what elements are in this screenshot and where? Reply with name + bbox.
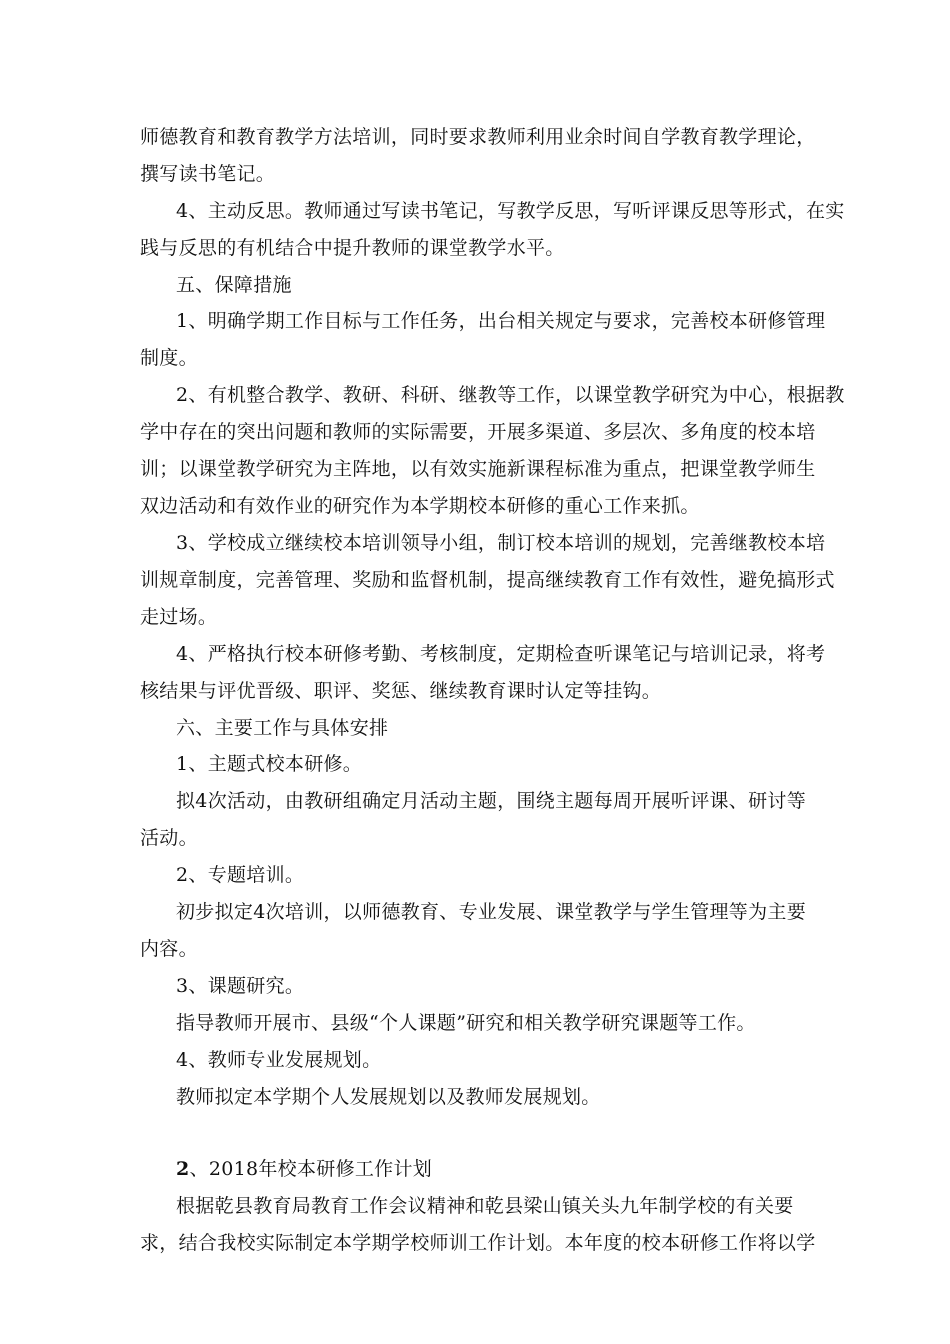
document-title <box>176 1157 432 1181</box>
paragraph-line: 双边活动和有效作业的研究作为本学期校本研修的重心工作来抓。 <box>140 495 700 517</box>
paragraph-line: 学中存在的突出问题和教师的实际需要，开展多渠道、多层次、多角度的校本培 <box>140 421 816 443</box>
paragraph-line: 走过场。 <box>140 606 218 628</box>
paragraph-line: 教师拟定本学期个人发展规划以及教师发展规划。 <box>176 1086 601 1108</box>
paragraph-line: 指导教师开展市、县级“个人课题”研究和相关教学研究课题等工作。 <box>176 1012 756 1034</box>
section-heading: 五、保障措施 <box>176 274 292 296</box>
paragraph-line: 撰写读书笔记。 <box>140 163 276 185</box>
paragraph-line: 师德教育和教育教学方法培训，同时要求教师利用业余时间自学教育教学理论， <box>140 126 816 148</box>
paragraph-line: 4、主动反思。教师通过写读书笔记，写教学反思，写听评课反思等形式，在实 <box>176 200 845 222</box>
paragraph-line: 初步拟定4次培训，以师德教育、专业发展、课堂教学与学生管理等为主要 <box>176 901 806 923</box>
document-title-text: 、2018年校本研修工作计划 <box>189 1158 433 1180</box>
paragraph-line: 活动。 <box>140 827 198 849</box>
paragraph-line: 求，结合我校实际制定本学期学校师训工作计划。本年度的校本研修工作将以学 <box>140 1232 816 1254</box>
section-heading: 六、主要工作与具体安排 <box>176 717 389 739</box>
paragraph-line: 训；以课堂教学研究为主阵地，以有效实施新课程标准为重点，把课堂教学师生 <box>140 458 816 480</box>
subheading: 2、专题培训。 <box>176 864 305 886</box>
paragraph-line: 践与反思的有机结合中提升教师的课堂教学水平。 <box>140 237 565 259</box>
paragraph-line: 核结果与评优晋级、职评、奖惩、继续教育课时认定等挂钩。 <box>140 680 662 702</box>
paragraph-line: 4、严格执行校本研修考勤、考核制度，定期检查听课笔记与培训记录，将考 <box>176 643 826 665</box>
paragraph-line: 1、明确学期工作目标与工作任务，出台相关规定与要求，完善校本研修管理 <box>176 310 826 332</box>
paragraph-line: 训规章制度，完善管理、奖励和监督机制，提高继续教育工作有效性，避免搞形式 <box>140 569 835 591</box>
paragraph-line: 2、有机整合教学、教研、科研、继教等工作，以课堂教学研究为中心，根据教 <box>176 384 845 406</box>
paragraph-line: 拟4次活动，由教研组确定月活动主题，围绕主题每周开展听评课、研讨等 <box>176 790 806 812</box>
paragraph-line: 3、学校成立继续校本培训领导小组，制订校本培训的规划，完善继教校本培 <box>176 532 826 554</box>
section-number: 2 <box>176 1158 190 1180</box>
subheading: 3、课题研究。 <box>176 975 305 997</box>
paragraph-line: 根据乾县教育局教育工作会议精神和乾县梁山镇关头九年制学校的有关要 <box>176 1195 794 1217</box>
subheading: 1、主题式校本研修。 <box>176 753 363 775</box>
paragraph-line: 制度。 <box>140 347 198 369</box>
subheading: 4、教师专业发展规划。 <box>176 1049 382 1071</box>
paragraph-line: 内容。 <box>140 938 198 960</box>
